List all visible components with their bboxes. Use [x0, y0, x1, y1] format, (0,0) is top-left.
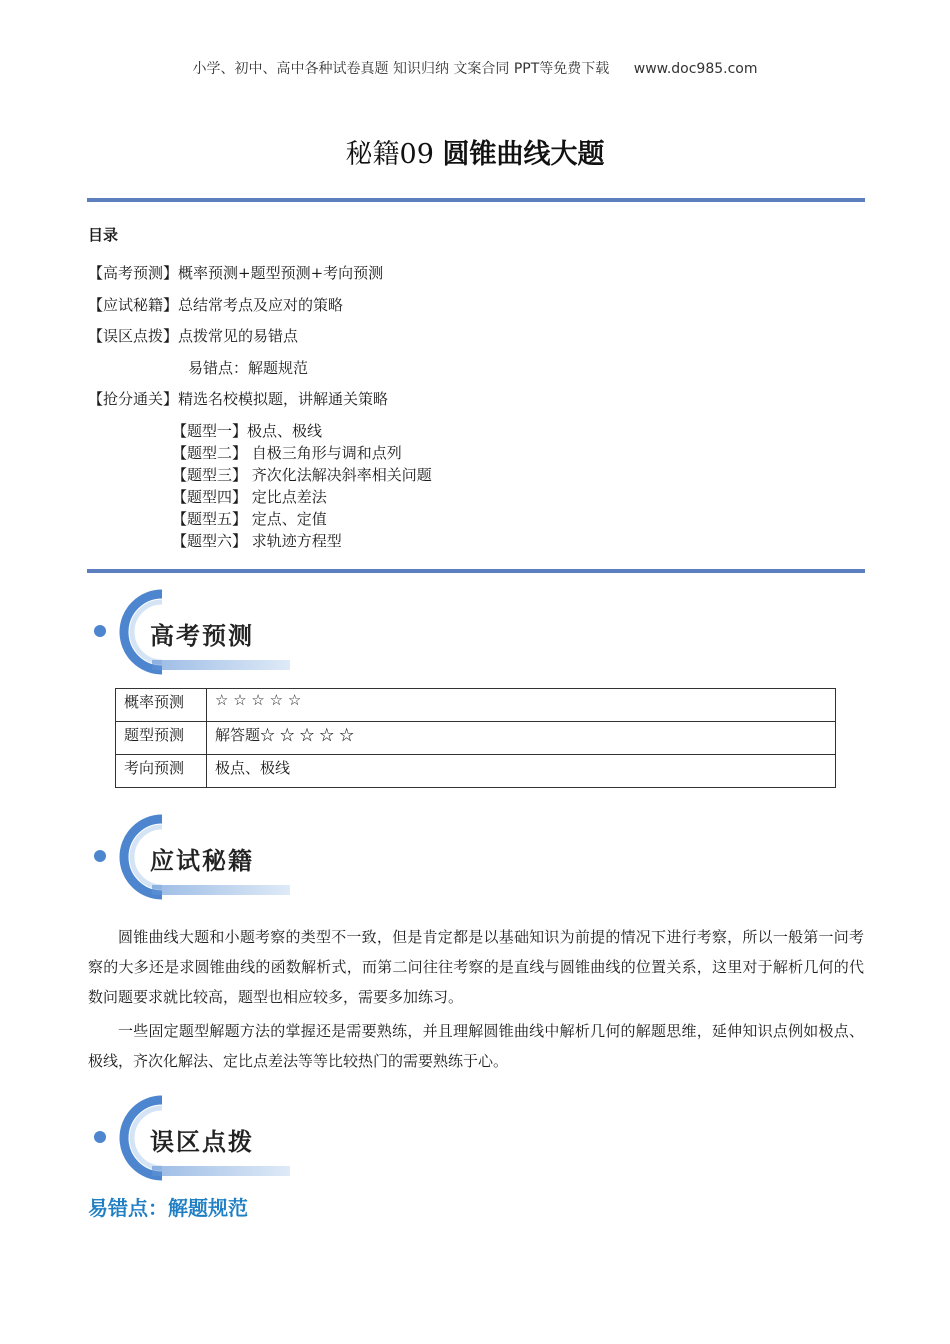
table-key: 概率预测 [116, 689, 207, 722]
toc-divider [87, 569, 865, 573]
section-title-secrets: 应试秘籍 [150, 847, 254, 875]
table-row [116, 722, 836, 755]
section-title-mistakes: 误区点拨 [150, 1128, 254, 1156]
section-banner-secrets [92, 813, 292, 903]
toc-item: 易错点：解题规范 [188, 359, 309, 377]
body-paragraph: 一些固定题型解题方法的掌握还是需要熟练，并且理解圆锥曲线中解析几何的解题思维，延伸知识点例如极点、极线，齐次化解法、定比点差法等等比较热门的需要熟练于心。 [88, 1022, 864, 1070]
body-paragraph: 圆锥曲线大题和小题考察的类型不一致，但是肯定都是以基础知识为前提的情况下进行考察，所以一般第一问考察的大多还是求圆锥曲线的函数解析式，而第二问往往考察的是直线与圆锥曲线的位置关系，这里对于解析几何的代数问题要求就比较高，题型也相应较多，需要多加练习。 [88, 928, 864, 1006]
table-value: 解答题☆ ☆ ☆ ☆ ☆ [207, 722, 836, 755]
error-point-title: 易错点：解题规范 [88, 1196, 248, 1220]
toc-subitem: 【题型四】 定比点差法 [172, 488, 327, 506]
top-divider [87, 198, 865, 202]
section-title-forecast: 高考预测 [150, 622, 254, 650]
table-value: ☆ ☆ ☆ ☆ ☆ [207, 689, 836, 722]
toc-subitem: 【题型五】 定点、定值 [172, 510, 327, 528]
toc-heading: 目录 [88, 226, 119, 244]
table-key: 考向预测 [116, 755, 207, 788]
toc-subitem: 【题型六】 求轨迹方程型 [172, 532, 342, 550]
toc-item: 【误区点拨】点拨常见的易错点 [88, 327, 299, 345]
forecast-table [115, 688, 836, 788]
toc-subitem: 【题型三】 齐次化法解决斜率相关问题 [172, 466, 432, 484]
title-main: 圆锥曲线大题 [442, 139, 605, 170]
toc-item: 【抢分通关】精选名校模拟题，讲解通关策略 [88, 390, 389, 408]
page-title [0, 132, 950, 171]
table-value: 极点、极线 [207, 755, 836, 788]
toc-subitem: 【题型一】极点、极线 [172, 422, 323, 440]
toc-subitem: 【题型二】 自极三角形与调和点列 [172, 444, 402, 462]
table-row [116, 689, 836, 722]
toc-item: 【应试秘籍】总结常考点及应对的策略 [88, 296, 344, 314]
section-banner-mistakes [92, 1094, 292, 1184]
table-key: 题型预测 [116, 722, 207, 755]
title-prefix: 秘籍09 [345, 139, 434, 170]
section-banner-forecast [92, 588, 292, 678]
toc-item: 【高考预测】概率预测+题型预测+考向预测 [88, 264, 384, 282]
page-header [0, 58, 950, 78]
header-slogan: 小学、初中、高中各种试卷真题 知识归纳 文案合同 PPT等免费下载 [192, 61, 610, 77]
table-row [116, 755, 836, 788]
header-url[interactable]: www.doc985.com [633, 61, 758, 77]
